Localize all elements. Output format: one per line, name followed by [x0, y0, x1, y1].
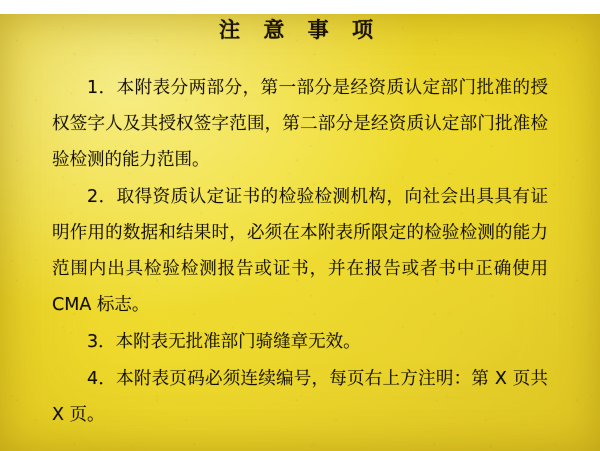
- notice-paragraph-1: 1．本附表分两部分，第一部分是经资质认定部门批准的授权签字人及其授权签字范围，第二部分是经资质认定部门批准检验检测的能力范围。: [52, 78, 548, 170]
- notice-paragraph-3: 3．本附表无批准部门骑缝章无效。: [87, 332, 361, 352]
- page-title: 注 意 事 项: [219, 18, 381, 42]
- document-page: [0, 14, 600, 451]
- notice-body: [52, 70, 548, 433]
- document-content: [0, 14, 600, 433]
- notice-paragraph-4: 4．本附表页码必须连续编号，每页右上方注明：第 X 页共 X 页。: [52, 369, 548, 425]
- notice-paragraph-2: 2．取得资质认定证书的检验检测机构，向社会出具具有证明作用的数据和结果时，必须在本附表所限定的检验检测的能力范围内出具检验检测报告或证书，并在报告或者书中正确使用 CMA 标志。: [52, 187, 548, 315]
